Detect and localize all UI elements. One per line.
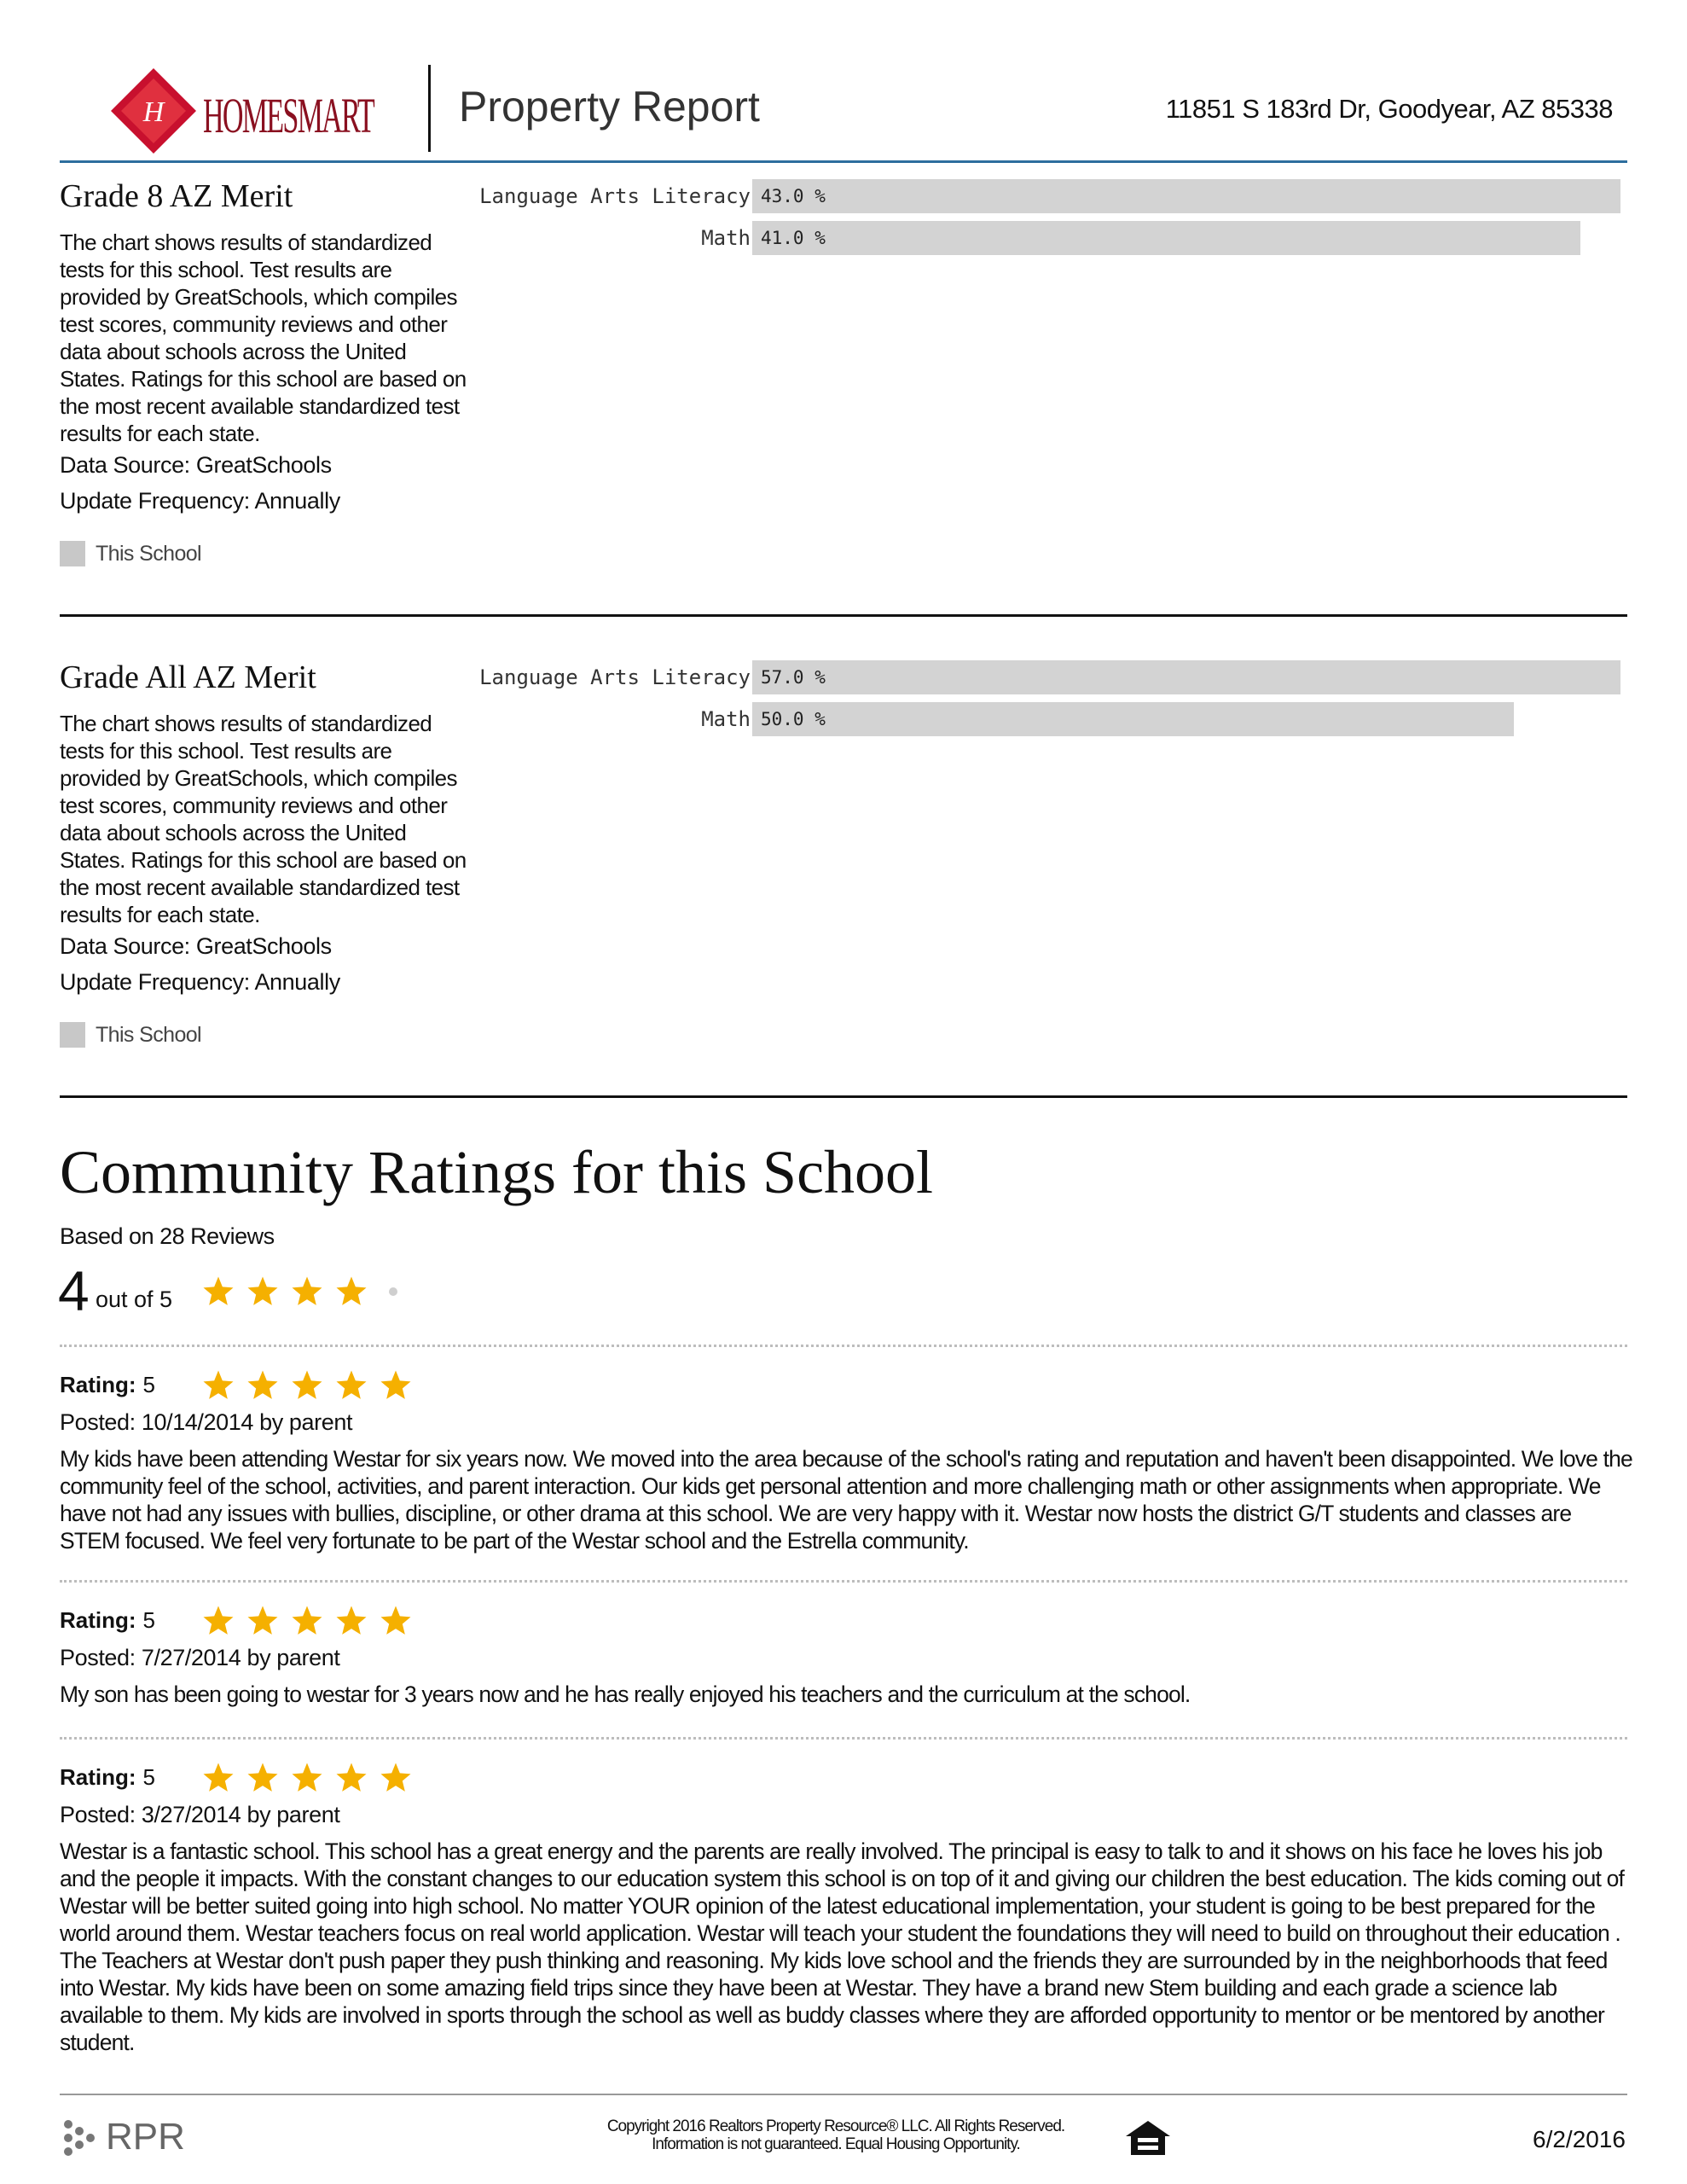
bar-row (461, 660, 1629, 694)
bar-chart-grade-8 (461, 179, 1629, 256)
community-ratings-title: Community Ratings for this School (60, 1138, 934, 1206)
review-rating (60, 1372, 155, 1398)
bar-category-label: Language Arts Literacy (479, 184, 751, 208)
review-star-rating (201, 1604, 413, 1638)
rating-value: 5 (142, 1607, 156, 1633)
bar-value-label: 50.0 % (761, 709, 826, 729)
chart-legend (60, 541, 201, 566)
rating-label: Rating: (60, 1764, 136, 1790)
chart-legend (60, 1022, 201, 1048)
svg-text:H: H (142, 96, 165, 128)
footer-rule (60, 2094, 1627, 2095)
data-source: Data Source: GreatSchools (60, 933, 332, 959)
copyright-notice (478, 2117, 1194, 2153)
review-text: My son has been going to westar for 3 years now and he has really enjoyed his teachers and the curriculum at the school. (60, 1682, 1191, 1707)
review-posted: Posted: 3/27/2014 by parent (60, 1802, 340, 1827)
data-source: Data Source: GreatSchools (60, 452, 332, 478)
copyright-line: Copyright 2016 Realtors Property Resource® LLC. All Rights Reserved. (606, 2117, 1065, 2135)
star-icon (246, 1368, 280, 1403)
header-divider (428, 65, 431, 152)
star-icon (246, 1604, 280, 1638)
rating-label: Rating: (60, 1372, 136, 1397)
bar-category-label: Math (701, 226, 751, 250)
bar-category-label: Math (701, 707, 751, 731)
rating-label: Rating: (60, 1607, 136, 1633)
bar-chart-grade-all (461, 660, 1629, 737)
rating-value: 5 (142, 1372, 156, 1397)
review-rating (60, 1607, 155, 1634)
review-text: My kids have been attending Westar for six years now. We moved into the area because of the school's rating and reputation and haven't been disappointed. We love the community feel of the school, activities, and parent interaction. Our kids get personal attention and more challenging math or other assignments when appropriate. We have not had any issues with bullies, discipline, or other drama at this school. We are very happy with it. Westar now hosts the district G/T students and classes are STEM focused. We feel very fortunate to be part of the Westar school and the Estrella community. (60, 1446, 1632, 1554)
equal-housing-icon (1124, 2119, 1172, 2157)
star-icon (334, 1604, 368, 1638)
overall-rating-outof: out of 5 (96, 1287, 173, 1312)
bar (752, 660, 1620, 694)
bar-category-label: Language Arts Literacy (479, 665, 751, 689)
property-address: 11851 S 183rd Dr, Goodyear, AZ 85338 (1165, 94, 1613, 124)
review-star-rating (201, 1761, 413, 1795)
star-icon (290, 1368, 324, 1403)
review-star-rating (201, 1368, 413, 1403)
star-icon (201, 1368, 235, 1403)
section-title-grade-8: Grade 8 AZ Merit (60, 178, 293, 214)
rpr-wordmark: RPR (106, 2116, 185, 2158)
homesmart-logo (102, 60, 375, 162)
star-icon (334, 1368, 368, 1403)
star-icon (201, 1604, 235, 1638)
logo-wordmark: HOMESMART (203, 88, 375, 143)
bar-value-label: 43.0 % (761, 186, 826, 206)
section-divider (60, 614, 1627, 617)
empty-star-icon (389, 1287, 397, 1296)
bar-row (461, 221, 1629, 255)
star-icon (334, 1275, 368, 1309)
star-icon (246, 1275, 280, 1309)
star-icon (334, 1761, 368, 1795)
header-rule (60, 160, 1627, 163)
bar-value-label: 57.0 % (761, 667, 826, 688)
section-description: The chart shows results of standardized tests for this school. Test results are provided by GreatSchools, which compiles test scores, community reviews and other data about schools across the United States. Ratings for this school are based on the most recent available standardized test results for each state. (60, 711, 467, 927)
overall-rating-number: 4 (58, 1259, 90, 1322)
star-icon (201, 1761, 235, 1795)
star-icon (201, 1275, 235, 1309)
review-posted: Posted: 7/27/2014 by parent (60, 1645, 340, 1670)
legend-swatch (60, 1022, 85, 1048)
star-icon (290, 1761, 324, 1795)
legend-label: This School (96, 1022, 202, 1047)
rating-value: 5 (142, 1764, 156, 1790)
star-icon (379, 1604, 413, 1638)
review-text: Westar is a fantastic school. This school has a great energy and the parents are really involved. The principal is easy to talk to and it shows on his face he loves his job and the people it impacts. With the constant changes to our education system this school is on top of it and giving our children the best education. The kids coming out of Westar will be better suited going into high school. No matter YOUR opinion of the latest educational implementation, your student is going to be best prepared for the world around them. Westar teachers focus on real world application. Westar will teach your student the foundations they will need to build on throughout their education . The Teachers at Westar don't push paper they push thinking and reasoning. My kids love school and the friends they are surrounded by in the neighborhoods that feed into Westar. My kids have been on some amazing field trips since they have been at Westar. They have a brand new Stem building and each grade a science lab available to them. My kids are involved in sports through the school as well as buddy classes where they are afforded opportunity to mentor or be mentored by another student. (60, 1838, 1624, 2055)
bar (752, 221, 1580, 255)
star-icon (379, 1368, 413, 1403)
legend-label: This School (96, 541, 202, 566)
overall-star-rating (201, 1275, 397, 1309)
review-posted: Posted: 10/14/2014 by parent (60, 1409, 353, 1435)
section-title-grade-all: Grade All AZ Merit (60, 659, 316, 695)
dotted-divider (60, 1580, 1627, 1583)
rpr-icon (60, 2117, 99, 2157)
disclaimer-line: Information is not guaranteed. Equal Housing Opportunity. (652, 2135, 1020, 2153)
bar (752, 179, 1620, 213)
reviews-count: Based on 28 Reviews (60, 1223, 275, 1249)
dotted-divider (60, 1737, 1627, 1740)
star-icon (290, 1604, 324, 1638)
report-title: Property Report (459, 83, 760, 131)
section-description: The chart shows results of standardized tests for this school. Test results are provided by GreatSchools, which compiles test scores, community reviews and other data about schools across the United States. Ratings for this school are based on the most recent available standardized test results for each state. (60, 229, 467, 446)
bar (752, 702, 1514, 736)
bar-row (461, 179, 1629, 213)
bar-value-label: 41.0 % (761, 228, 826, 248)
footer-date: 6/2/2016 (1533, 2126, 1626, 2152)
update-frequency: Update Frequency: Annually (60, 969, 340, 995)
section-divider (60, 1095, 1627, 1098)
rpr-logo (60, 2116, 185, 2158)
update-frequency: Update Frequency: Annually (60, 488, 340, 514)
star-icon (246, 1761, 280, 1795)
legend-swatch (60, 541, 85, 566)
bar-row (461, 702, 1629, 736)
dotted-divider (60, 1345, 1627, 1347)
star-icon (290, 1275, 324, 1309)
review-rating (60, 1764, 155, 1791)
star-icon (379, 1761, 413, 1795)
